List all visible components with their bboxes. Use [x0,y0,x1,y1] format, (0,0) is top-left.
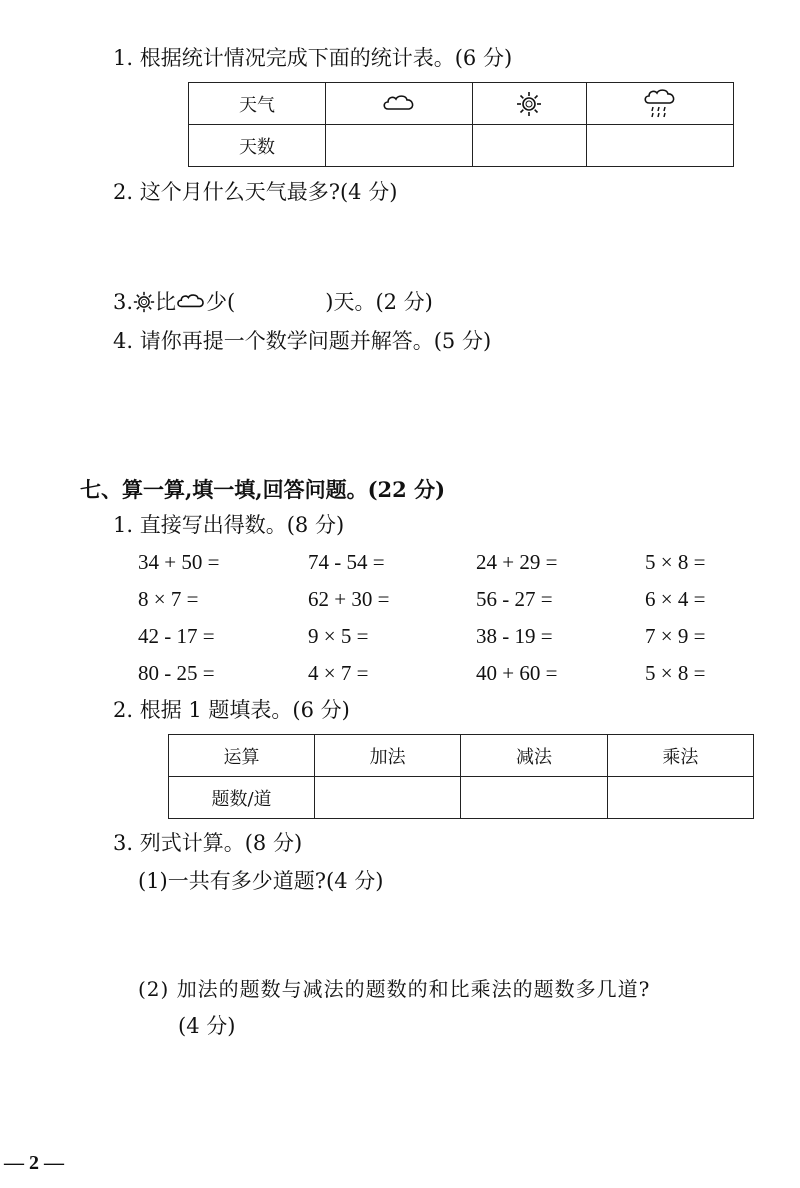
weather-table [188,82,734,167]
q3-tail: )天。(2 分) [325,290,433,314]
operation-table [168,734,754,819]
cloud-days-cell[interactable] [326,125,473,167]
p7-question-3-2-score: (4 分) [178,1014,236,1038]
weather-label: 天气 [189,83,326,125]
cloud-icon [382,94,416,114]
exercise: 7 × 9 = [645,624,706,648]
exercise: 80 - 25 = [138,661,215,685]
exercise: 9 × 5 = [308,624,369,648]
cloud-icon [176,293,206,311]
exercise: 6 × 4 = [645,587,706,611]
page-number: — 2 — [4,1152,64,1174]
add-count-cell[interactable] [315,777,461,819]
exercise: 34 + 50 = [138,550,220,574]
sun-icon [516,91,542,117]
count-label: 题数/道 [169,777,315,819]
exercise: 38 - 19 = [476,624,553,648]
question-2: 2. 这个月什么天气最多?(4 分) [113,180,398,204]
sun-days-cell[interactable] [473,125,587,167]
p7-question-2: 2. 根据 1 题填表。(6 分) [113,698,350,722]
add-header: 加法 [315,735,461,777]
rain-header [586,83,733,125]
question-1: 1. 根据统计情况完成下面的统计表。(6 分) [113,46,513,70]
p7-question-3-2: (2) 加法的题数与减法的题数的和比乘法的题数多几道? [138,977,651,1001]
sun-header [473,83,587,125]
sub-header: 减法 [461,735,607,777]
exercise: 24 + 29 = [476,550,558,574]
p7-question-3: 3. 列式计算。(8 分) [113,831,303,855]
exercise: 4 × 7 = [308,661,369,685]
mul-header: 乘法 [607,735,753,777]
sub-count-cell[interactable] [461,777,607,819]
q3-bi: 比 [155,290,177,314]
days-label: 天数 [189,125,326,167]
exercise: 62 + 30 = [308,587,390,611]
q3-prefix: 3. [113,290,134,314]
p7-question-1: 1. 直接写出得数。(8 分) [113,513,345,537]
question-4: 4. 请你再提一个数学问题并解答。(5 分) [113,329,492,353]
p7-question-3-1: (1)一共有多少道题?(4 分) [138,869,384,893]
exercise: 8 × 7 = [138,587,199,611]
exercise: 5 × 8 = [645,550,706,574]
question-3 [113,292,433,313]
exercise: 40 + 60 = [476,661,558,685]
cloud-header [326,83,473,125]
exercise: 5 × 8 = [645,661,706,685]
rain-icon [643,89,677,119]
mul-count-cell[interactable] [607,777,753,819]
section-7-title: 七、算一算,填一填,回答问题。(22 分) [80,477,446,502]
op-header: 运算 [169,735,315,777]
exercise: 56 - 27 = [476,587,553,611]
sun-icon [133,291,155,313]
exercise: 74 - 54 = [308,550,385,574]
exercise: 42 - 17 = [138,624,215,648]
q3-shao: 少( [206,290,236,314]
rain-days-cell[interactable] [586,125,733,167]
